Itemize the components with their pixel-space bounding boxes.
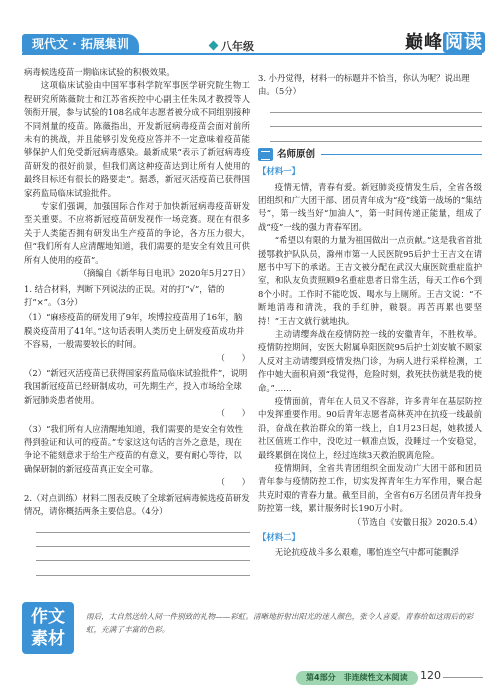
series-tab: 现代文 · 拓展集训 xyxy=(22,34,139,54)
badge-line-1: 作文 xyxy=(31,607,65,627)
question-1-item-2: （2）“新冠灭活疫苗已获得国家药监局临床试验批件”，说明我国新冠疫苗已经研制成功，可先期生产，投入市场给全球新冠肺炎患者使用。 xyxy=(24,367,248,405)
logo-part2: 阅读 xyxy=(445,32,483,53)
writing-material-badge xyxy=(22,602,74,654)
grade-label xyxy=(210,38,254,54)
right-column xyxy=(258,66,482,560)
source-citation: （摘编自《新华每日电讯》2020年5月27日） xyxy=(78,268,250,279)
paragraph: 专家们强调，加强国际合作对于加快新冠病毒疫苗研发至关重要。不应将新冠疫苗研发视作一场竞赛。现在有很多关于人类能否拥有研发出生产疫苗的争论，各方压力很大，但“我们所有人应清醒地知道，我们需要的是安全有效且可供所有人使用的疫苗”。 xyxy=(24,201,250,265)
answer-parens: （ ） xyxy=(216,477,250,488)
section-rule xyxy=(321,154,482,156)
question-2: 2.（对点训练）材料二图表反映了全球新冠病毒候选疫苗研发情况，请你概括两条主要信息。（4分） xyxy=(24,492,250,516)
answer-line[interactable] xyxy=(36,547,250,561)
question-1-item-3: （3）“我们所有人应清醒地知道，我们需要的是安全有效性得到验证和认可的疫苗。”专家这这句话的言外之意是，现在争论不能刻意求于给生产疫苗的有意义，要有耐心等待，以确保研制的新冠疫苗真正安全可靠。 xyxy=(24,423,243,474)
paragraph: 这项临床试验由中国军事科学院军事医学研究院生物工程研究所陈薇院士和江苏省疾控中心副主任朱凤才教授等人领衔开展，参与试验的108名成年志愿者被分成不同组别接种不同剂量的疫苗。陈薇指出，开发新冠病毒疫苗会面对前所未有的挑战，并且能够引发免疫应答并不一定意味着疫苗能够保护人们免受新冠病毒感染。最新成果“表示了新冠病毒疫苗研发的很好前景，但我们离这种疫苗达到让所有人使用的最终目标还有很长的路要走”。据悉，新冠灭活疫苗已获得国家药监局临床试验批件。 xyxy=(24,80,250,198)
source-citation: （节选自《安徽日报》2020.5.4） xyxy=(352,516,482,527)
diamond-icon xyxy=(209,41,219,51)
writing-material-text: 雨后，太自然送给人间一件别致的礼物——彩虹。清晰地折射出阳光的迷人颜色，张令人喜爱。青春给如这雨后的彩虹，充满了丰富的色彩。 xyxy=(86,612,474,634)
paragraph: 无论抗疫战斗多么艰难，哪怕连空气中都可能飘浮 xyxy=(274,547,460,558)
section-heading xyxy=(258,148,482,161)
answer-line[interactable] xyxy=(36,533,250,547)
paragraph: 病毒候选疫苗一期临床试验的积极效果。 xyxy=(24,67,175,77)
paragraph: 疫情面前，青年在人员又不容辞，许多青年在基层防控中发挥重要作用。90后青年志愿者高林英冲在抗疫一线最前沿，奋战在救治群众的第一线上，自1月23日起，她救援人社区值班工作中，没吃过一顿准点饭，没睡过一个安稳觉，最终累倒在岗位上，经过连续3天救治脱离危险。 xyxy=(258,396,482,460)
answer-line[interactable] xyxy=(270,99,482,113)
question-1: 1. 结合材料，判断下列说法的正误。对的打“√”，错的打“×”。（3分） xyxy=(24,283,225,307)
question-3: 3. 小丹觉得，材料一的标题并不恰当，你认为呢？说出理由。（5分） xyxy=(258,73,470,97)
material-2-label: 【材料二】 xyxy=(258,532,300,543)
grade-text: 八年级 xyxy=(221,40,254,53)
paragraph: “希望以有限的力量为祖国做出一点贡献。”这是我省首批援鄂救护队队员，滁州市第一人民医院95后护士王吉文在请愿书中写下的承诺。王吉文被分配在武汉大康医院重症监护室，和队友负责照顾9名重症患者日常生活，每天工作6个到8个小时。工作时不能吃饭、喝水与上厕所。王吉文说：“不断地消毒和清洗，我的手红肿，皲裂。再苦再累也要坚持！”王吉文就行就地执。 xyxy=(258,235,482,326)
brand-logo xyxy=(405,28,485,54)
section-title: 名师原创 xyxy=(277,148,316,160)
question-1-item-1: （1）“麻疹疫苗的研发用了9年，埃博拉疫苗用了16年，脑膜炎疫苗用了41年。”这句话表明人类历史上研发疫苗成功并不容易，一般需要较长的时间。 xyxy=(24,312,245,350)
part-label: 第4部分 非连续性文本阅读 xyxy=(296,671,418,685)
answer-line[interactable] xyxy=(36,561,250,575)
answer-line[interactable] xyxy=(36,518,250,532)
paragraph: 主动请缨奔战在疫情防控一线的安徽青年，不胜枚举。疫情防控期间，安医大附属阜阳医院95后护士刘安敏不顾家人反对主动请缨到疫情发热门诊，为病人进行采样检测，工作中她大面积肩颈“我觉得，危险时刻，救死扶伤就是我的使命。”…… xyxy=(258,328,482,393)
header-rule xyxy=(22,53,482,55)
material-1-label: 【材料一】 xyxy=(258,166,300,177)
answer-line[interactable] xyxy=(270,113,482,127)
paragraph: 疫情无情，青春有爱。新冠肺炎疫情发生后，全省各级团组织和广大团干部、团员青年成为“疫”线第一战场的“集结号”，第一线当好“加油人”，第一时间传递正能量，组成了战“疫”一线的强力青春军团。 xyxy=(258,181,482,232)
answer-parens: （ ） xyxy=(216,408,250,419)
footer-rule xyxy=(443,677,483,678)
page-number: 120 xyxy=(420,669,441,682)
paragraph: 疫情期间，全省共青团组织全面发动广大团干部和团员青年参与疫情防控工作，切实发挥青年生力军作用，聚合起共克时艰的青春力量。截至目前，全省有6万名团员青年投身防控第一线，累计服务时长190万小时。 xyxy=(258,463,482,514)
answer-line[interactable] xyxy=(270,127,482,141)
answer-parens: （ ） xyxy=(216,352,250,363)
left-column xyxy=(24,66,250,576)
book-icon xyxy=(258,148,273,161)
writing-material-box xyxy=(22,602,484,654)
badge-line-2: 素材 xyxy=(31,629,65,649)
page-footer xyxy=(0,665,502,695)
logo-part1: 巅峰 xyxy=(405,32,443,53)
page-header xyxy=(0,0,502,66)
